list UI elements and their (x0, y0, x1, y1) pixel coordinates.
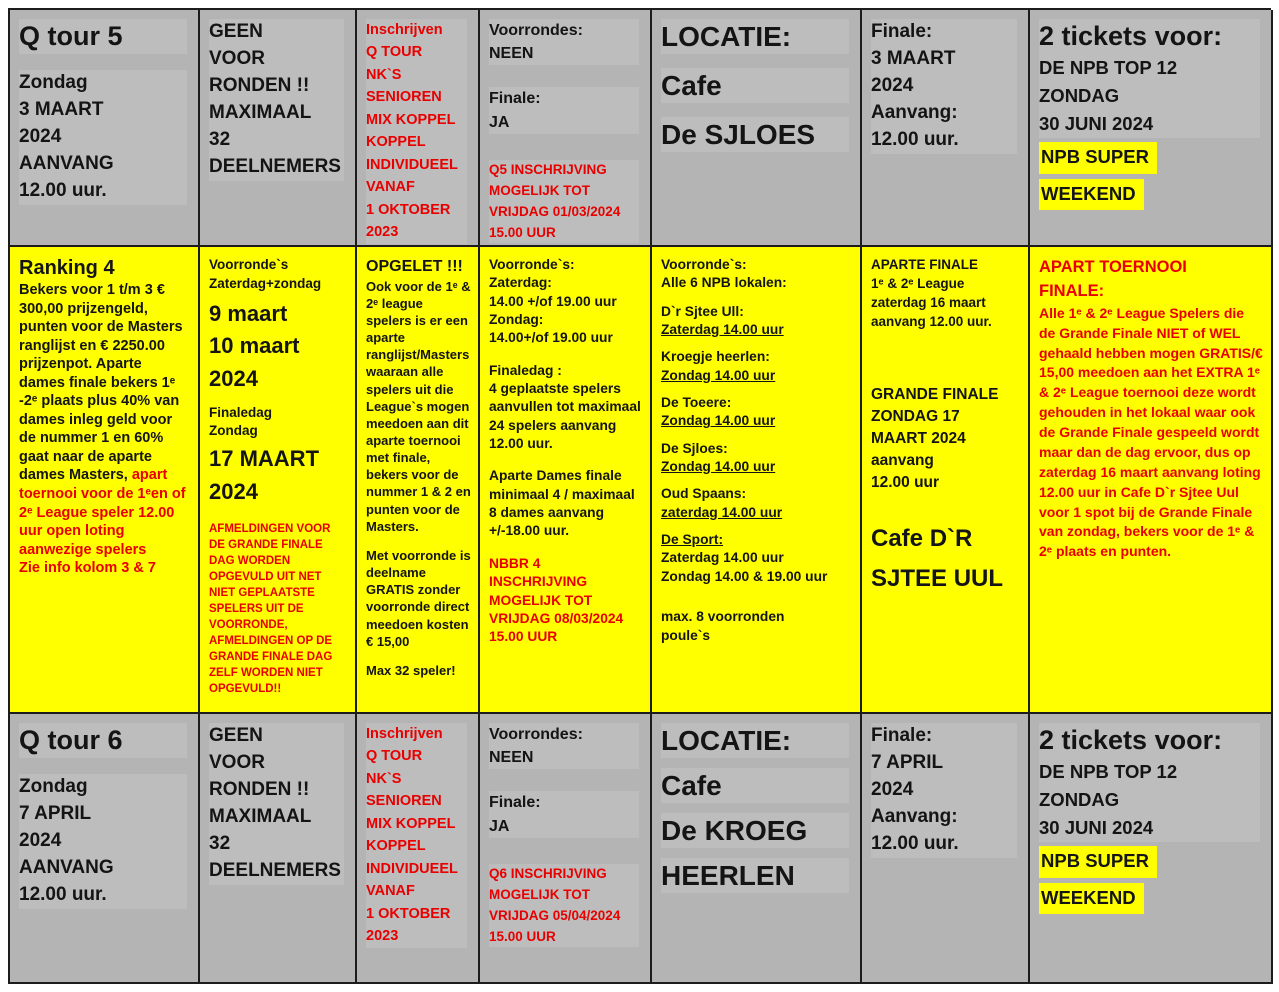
text-line: MOGELIJK TOT (489, 885, 639, 906)
text-line: 2024 (871, 73, 1017, 100)
text-line: VOOR (209, 46, 344, 73)
text-line: Zaterdag+zondag (209, 275, 322, 291)
text-line: WEEKEND (1039, 179, 1144, 210)
cell-ranking4-info (10, 247, 200, 714)
text-line: Q tour 5 (19, 19, 187, 54)
text-line: Q tour 6 (19, 723, 187, 758)
text-line: Cafe D`R (871, 524, 973, 552)
text-line: De Toeere: (661, 395, 732, 411)
text-line: 2 tickets voor: (1039, 723, 1260, 758)
text-line: Aanvang: (871, 804, 1017, 831)
text-line: Voorronde`s: (661, 257, 747, 272)
text-line: AANVANG (19, 855, 187, 882)
text-line: Zondag (209, 423, 258, 439)
text-line: 3 MAART (19, 97, 187, 124)
text-line: 10 maart (209, 333, 300, 359)
text-line: Aanvang: (871, 100, 1017, 127)
text-line: Q TOUR (366, 745, 467, 767)
text-line: MOGELIJK TOT (489, 592, 593, 608)
cell-ranking4-lokalen (652, 247, 862, 714)
text-line: Aparte Dames finale minimaal 4 / maximaal 8 dames aanvang +/-18.00 uur. (489, 468, 635, 539)
text-line: DE NPB TOP 12 (1039, 54, 1260, 82)
cell-qtour5-finale-datum (862, 10, 1030, 247)
text-line: 1 OKTOBER (366, 903, 467, 925)
text-line: DEELNEMERS (209, 154, 344, 181)
text-line: MAXIMAAL (209, 100, 344, 127)
cell-ranking4-tijden (480, 247, 652, 714)
text-line: Zondag 14.00 & 19.00 uur (661, 568, 828, 584)
text-line: ZONDAG (1039, 82, 1260, 110)
text-line: APARTE FINALE (871, 257, 978, 272)
text-line: 9 maart (209, 300, 288, 326)
text-line: 3 MAART (871, 46, 1017, 73)
text-line: MAART 2024 (871, 429, 966, 447)
text-line: RONDEN !! (209, 777, 344, 804)
text-line: zaterdag 14.00 uur (661, 504, 783, 520)
cell-qtour6-inschrijven (357, 714, 480, 984)
text-line: D`r Sjtee Ull: (661, 303, 744, 319)
text-line: NEEN (489, 42, 639, 65)
cell-qtour5-locatie (652, 10, 862, 247)
schedule-table (8, 8, 1271, 984)
text-line: LOCATIE: (661, 19, 849, 54)
text-line: max. 8 voorronden (661, 609, 785, 625)
text-line: De SJLOES (661, 117, 849, 152)
text-line: Cafe (661, 768, 849, 803)
text-line: ZONDAG (1039, 786, 1260, 814)
text-line: 7 APRIL (19, 801, 187, 828)
text-line: MIX KOPPEL (366, 109, 467, 131)
text-line: 12.00 uur (871, 473, 940, 491)
text-line: 32 (209, 127, 344, 154)
text-line: 12.00 uur. (871, 831, 1017, 858)
text-line: WEEKEND (1039, 883, 1144, 914)
text-line: APART TOERNOOI (1039, 258, 1187, 276)
text-line: Finale: (871, 19, 1017, 46)
cell-qtour6-deelnemers (200, 714, 357, 984)
text-line: 2024 (209, 365, 258, 391)
text-line: 1ᵉ & 2ᵉ League (871, 275, 965, 291)
text-line: MIX KOPPEL (366, 813, 467, 835)
cell-qtour5-tickets (1030, 10, 1273, 247)
text-line: FINALE: (1039, 281, 1105, 300)
text-line: VANAF (366, 880, 467, 902)
text-line: Voorrondes: (489, 723, 639, 746)
text-line: 4 geplaatste spelers aanvullen tot maximaal 24 spelers aanvang 12.00 uur. (489, 381, 641, 452)
text-line: DE NPB TOP 12 (1039, 758, 1260, 786)
text-line: 15.00 UUR (489, 927, 639, 948)
cell-ranking4-finales (862, 247, 1030, 714)
text-line: Max 32 speler! (366, 662, 456, 678)
text-line: NK`S (366, 64, 467, 86)
text-line: Cafe (661, 68, 849, 103)
cell-ranking4-data (200, 247, 357, 714)
text-line: LOCATIE: (661, 723, 849, 758)
text-line: ZONDAG 17 (871, 407, 960, 425)
text-line: MAXIMAAL (209, 804, 344, 831)
text-line: Zaterdag: (489, 275, 552, 291)
text-line: AFMELDINGEN VOOR DE GRANDE FINALE DAG WORDEN OPGEVULD UIT NET NIET GEPLAATSTE SPELERS UIT DE VOORRONDE, AFMELDINGEN OP DE GRANDE FINALE DAG ZELF WORDEN NIET OPGEVULD!! (209, 522, 333, 696)
text-line: 30 JUNI 2024 (1039, 814, 1260, 842)
text-line: NBBR 4 (489, 555, 541, 571)
text-line: 2023 (366, 221, 467, 243)
text-line: Finale: (489, 791, 639, 814)
text-line: GEEN (209, 19, 344, 46)
text-line: Zondag: (489, 312, 544, 328)
text-line: aanvang 12.00 uur. (871, 313, 992, 329)
text-line: De Sport: (661, 532, 724, 548)
text-line: INDIVIDUEEL (366, 858, 467, 880)
text-line: Zondag 14.00 uur (661, 413, 776, 429)
text-line: zaterdag 16 maart (871, 294, 986, 310)
text-line: MOGELIJK TOT (489, 181, 639, 202)
text-line: Ranking 4 (19, 257, 115, 279)
text-line: 14.00+/of 19.00 uur (489, 330, 613, 346)
text-line: 2024 (871, 777, 1017, 804)
text-line: Q5 INSCHRIJVING (489, 160, 639, 181)
text-line: SJTEE UUL (871, 564, 1004, 592)
text-line: 2024 (209, 478, 258, 504)
text-line: Voorronde`s: (489, 257, 575, 272)
text-line: NPB SUPER (1039, 846, 1157, 877)
text-line: 2024 (19, 124, 187, 151)
cell-qtour6-locatie (652, 714, 862, 984)
cell-ranking4-opgelet (357, 247, 480, 714)
cell-qtour6-voorrondes-finale (480, 714, 652, 984)
text-line: 2 tickets voor: (1039, 19, 1260, 54)
text-line: 15.00 UUR (489, 629, 558, 645)
text-line: Zondag 14.00 uur (661, 459, 776, 475)
text-line: VRIJDAG 01/03/2024 (489, 202, 639, 223)
text-line: DEELNEMERS (209, 858, 344, 885)
text-line: 30 JUNI 2024 (1039, 110, 1260, 138)
text-line: aanvang (871, 451, 934, 469)
cell-qtour6-title-date (10, 714, 200, 984)
text-line: NEEN (489, 746, 639, 769)
text-line: poule`s (661, 627, 711, 643)
text-line: SENIOREN (366, 790, 467, 812)
text-line: Finaledag : (489, 362, 562, 378)
text-line: Oud Spaans: (661, 486, 747, 502)
text-line: SENIOREN (366, 86, 467, 108)
text-line: 7 APRIL (871, 750, 1017, 777)
text-line: 12.00 uur. (19, 178, 187, 205)
text-line: Q TOUR (366, 41, 467, 63)
text-line: apart toernooi voor de 1ᵉen of 2ᵉ League speler 12.00 uur open loting aanwezige spelers (19, 467, 186, 558)
text-line: 12.00 uur. (871, 127, 1017, 154)
text-line: Met voorronde is deelname GRATIS zonder voorronde direct meedoen kosten € 15,00 (366, 547, 471, 649)
text-line: 14.00 +/of 19.00 uur (489, 293, 617, 309)
text-line: NPB SUPER (1039, 142, 1157, 173)
text-line: Inschrijven (366, 19, 467, 41)
text-line: Q6 INSCHRIJVING (489, 864, 639, 885)
text-line: Zondag (19, 70, 187, 97)
text-line: Finale: (489, 87, 639, 110)
text-line: De KROEG (661, 813, 849, 848)
text-line: 2023 (366, 925, 467, 947)
text-line: AANVANG (19, 151, 187, 178)
text-line: 17 MAART (209, 446, 320, 472)
text-line: VRIJDAG 08/03/2024 (489, 610, 624, 626)
text-line: Alle 6 NPB lokalen: (661, 275, 787, 291)
text-line: VRIJDAG 05/04/2024 (489, 906, 639, 927)
text-line: Zaterdag 14.00 uur (661, 550, 784, 566)
text-line: JA (489, 815, 639, 838)
text-line: 12.00 uur. (19, 882, 187, 909)
cell-qtour6-tickets (1030, 714, 1273, 984)
text-line: Zondag 14.00 uur (661, 367, 776, 383)
text-line: Bekers voor 1 t/m 3 € 300,00 prijzengeld, punten voor de Masters ranglijst en € 2250.00 prijzenpot. Aparte dames finale bekers 1ᵉ -2ᵉ plaats plus 40% van dames inleg geld voor de nummer 1 en 60% gaat naar de aparte dames Masters, (19, 282, 183, 484)
text-line: HEERLEN (661, 858, 849, 893)
cell-qtour5-voorrondes-finale (480, 10, 652, 247)
text-line: KOPPEL (366, 835, 467, 857)
cell-qtour6-finale-datum (862, 714, 1030, 984)
text-line: INDIVIDUEEL (366, 154, 467, 176)
text-line: GRANDE FINALE (871, 385, 999, 403)
text-line: INSCHRIJVING (489, 574, 588, 590)
text-line: Alle 1ᵉ & 2ᵉ League Spelers die de Grande Finale NIET of WEL gehaald hebben mogen GRATIS/€ 15,00 meedoen aan het EXTRA 1ᵉ & 2ᵉ League toernooi deze wordt gehouden in het lokaal waar ook de Grande Finale gespeeld wordt maar dan de dag ervoor, dus op zaterdag 16 maart aanvang loting 12.00 uur in Cafe D`r Sjtee Uul voor 1 spot bij de Grande Finale van zondag, bekers voor de 1ᵉ & 2ᵉ plaats en punten. (1039, 304, 1263, 560)
text-line: VOOR (209, 750, 344, 777)
text-line: Finaledag (209, 404, 273, 420)
text-line: Zondag (19, 774, 187, 801)
text-line: Kroegje heerlen: (661, 349, 770, 365)
text-line: De Sjloes: (661, 440, 728, 456)
text-line: Inschrijven (366, 723, 467, 745)
text-line: Ook voor de 1ᵉ & 2ᵉ league spelers is er een aparte ranglijst/Masters waaraan alle spelers uit die League`s mogen meedoen aan dit aparte toernooi met finale, bekers voor de nummer 1 & 2 en punten voor de Masters. (366, 278, 471, 534)
text-line: Zaterdag 14.00 uur (661, 322, 784, 338)
text-line: Voorronde`s (209, 257, 289, 272)
text-line: NK`S (366, 768, 467, 790)
text-line: 32 (209, 831, 344, 858)
text-line: 15.00 UUR (489, 223, 639, 244)
cell-qtour5-deelnemers (200, 10, 357, 247)
cell-qtour5-inschrijven (357, 10, 480, 247)
text-line: OPGELET !!! (366, 258, 463, 275)
text-line: RONDEN !! (209, 73, 344, 100)
text-line: GEEN (209, 723, 344, 750)
text-line: 2024 (19, 828, 187, 855)
text-line: KOPPEL (366, 131, 467, 153)
cell-ranking4-apart-toernooi (1030, 247, 1273, 714)
text-line: 1 OKTOBER (366, 199, 467, 221)
text-line: JA (489, 111, 639, 134)
text-line: Zie info kolom 3 & 7 (19, 560, 156, 577)
cell-qtour5-title-date (10, 10, 200, 247)
text-line: Voorrondes: (489, 19, 639, 42)
text-line: Finale: (871, 723, 1017, 750)
text-line: VANAF (366, 176, 467, 198)
